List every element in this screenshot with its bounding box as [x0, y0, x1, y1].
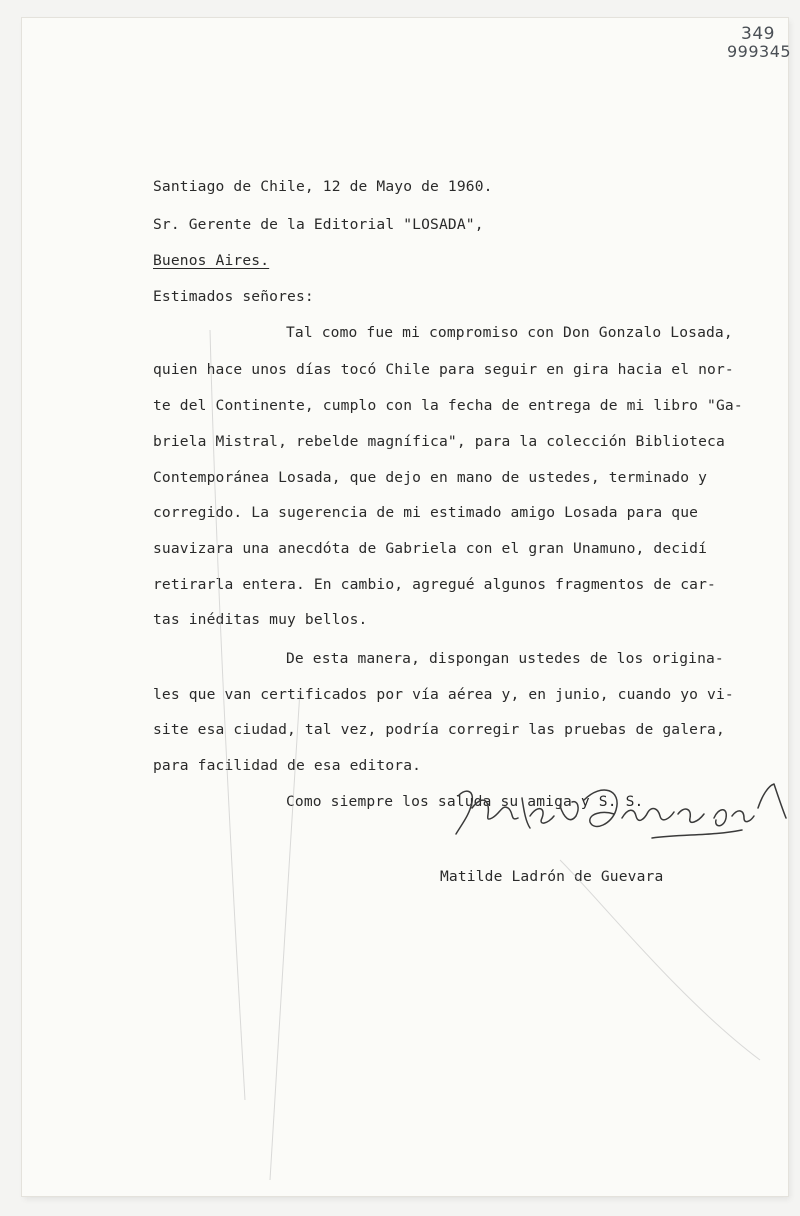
body-line: suavizara una anecdóta de Gabriela con el gran Unamuno, decidí	[153, 540, 708, 557]
body-line: les que van certificados por vía aérea y, en junio, cuando yo vi-	[153, 686, 734, 703]
typed-signature: Matilde Ladrón de Guevara	[440, 868, 664, 885]
body-line: Tal como fue mi compromiso con Don Gonzalo Losada,	[286, 324, 733, 341]
body-line: te del Continente, cumplo con la fecha de entrega de mi libro "Ga-	[153, 397, 743, 414]
archive-number-secondary: 999345	[727, 42, 792, 61]
body-line: Contemporánea Losada, que dejo en mano de ustedes, terminado y	[153, 469, 708, 486]
body-line: tas inéditas muy bellos.	[153, 611, 368, 628]
salutation-line: Estimados señores:	[153, 288, 314, 305]
body-line: De esta manera, dispongan ustedes de los origina-	[286, 650, 724, 667]
closing-line: Como siempre los saluda su amiga y S. S.	[286, 793, 644, 810]
city-line: Buenos Aires.	[153, 252, 270, 269]
body-line: para facilidad de esa editora.	[153, 757, 422, 774]
body-line: briela Mistral, rebelde magnífica", para la colección Biblioteca	[153, 433, 725, 450]
body-line: retirarla entera. En cambio, agregué algunos fragmentos de car-	[153, 576, 716, 593]
place-date-line: Santiago de Chile, 12 de Mayo de 1960.	[153, 178, 493, 195]
archive-number-primary: 349	[741, 24, 775, 44]
body-line: corregido. La sugerencia de mi estimado amigo Losada para que	[153, 504, 699, 521]
body-line: quien hace unos días tocó Chile para seguir en gira hacia el nor-	[153, 361, 734, 378]
recipient-line: Sr. Gerente de la Editorial "LOSADA",	[153, 216, 484, 233]
body-line: site esa ciudad, tal vez, podría corregir las pruebas de galera,	[153, 721, 725, 738]
